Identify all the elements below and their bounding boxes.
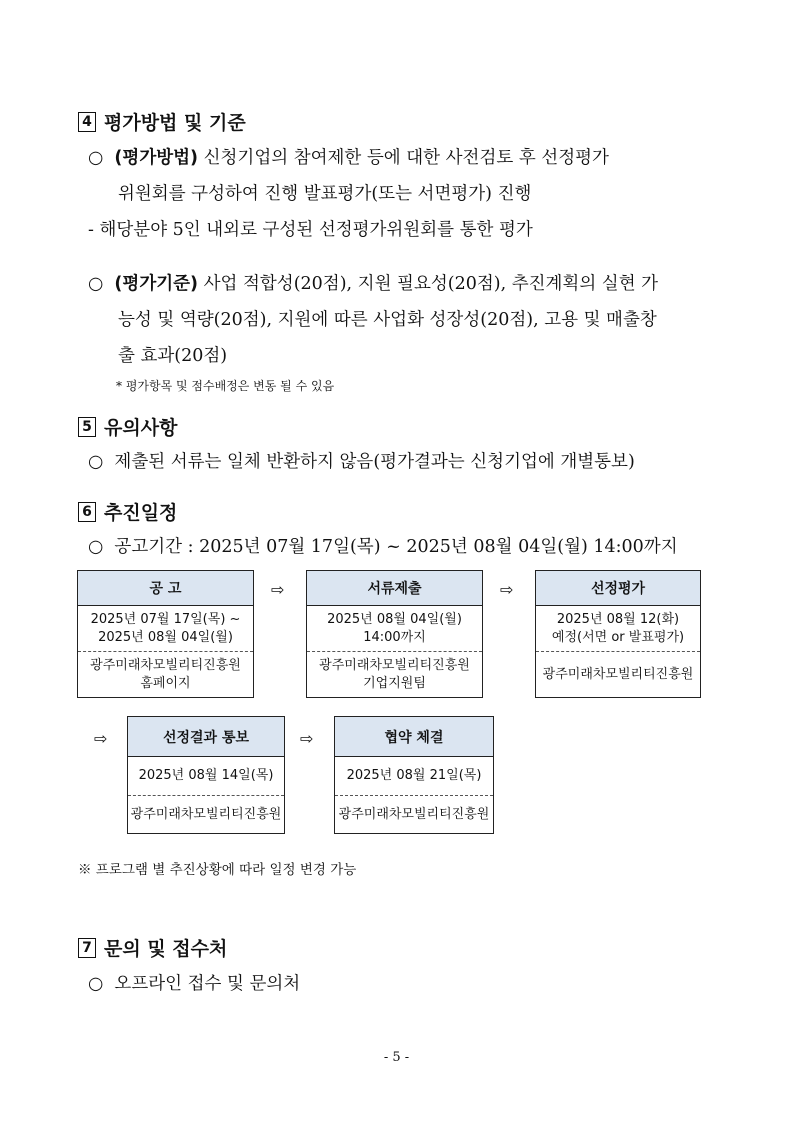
step-date-line1: 2025년 08월 04일(월) bbox=[327, 611, 462, 627]
schedule-step-announcement bbox=[77, 570, 254, 698]
section-number: 4 bbox=[78, 112, 96, 132]
section-title: 문의 및 접수처 bbox=[104, 938, 228, 960]
step-title: 선정평가 bbox=[536, 571, 700, 606]
section-number: 5 bbox=[78, 417, 96, 437]
schedule-note: ※ 프로그램 별 추진상황에 따라 일정 변경 가능 bbox=[78, 862, 357, 878]
section-5-heading bbox=[78, 413, 177, 440]
section-6-heading bbox=[78, 498, 177, 525]
step-org-line2: 기업지원팀 bbox=[363, 675, 426, 691]
eval-criteria-tag: (평가기준) bbox=[114, 274, 199, 294]
eval-method-sub: - 해당분야 5인 내외로 구성된 선정평가위원회를 통한 평가 bbox=[88, 220, 533, 240]
arrow-right-icon: ⇨ bbox=[500, 580, 514, 599]
bullet: ○ bbox=[88, 537, 104, 557]
arrow-right-icon: ⇨ bbox=[271, 580, 285, 599]
section-number: 7 bbox=[78, 938, 96, 958]
eval-criteria-text: 사업 적합성(20점), 지원 필요성(20점), 추진계획의 실현 가 bbox=[203, 274, 659, 294]
eval-criteria-line2: 능성 및 역량(20점), 지원에 따른 사업화 성장성(20점), 고용 및 매출창 bbox=[118, 310, 657, 330]
step-date-line2: 예정(서면 or 발표평가) bbox=[551, 629, 685, 645]
step-date bbox=[536, 606, 700, 652]
step-org-line1: 광주미래차모빌리티진흥원 bbox=[542, 666, 694, 682]
section-title: 추진일정 bbox=[104, 502, 178, 524]
eval-criteria-line3: 출 효과(20점) bbox=[118, 346, 228, 366]
bullet: ○ bbox=[88, 452, 104, 472]
step-org-line1: 광주미래차모빌리티진흥원 bbox=[319, 657, 470, 673]
eval-criteria-line1 bbox=[88, 270, 658, 295]
step-org-line2: 홈페이지 bbox=[140, 675, 191, 691]
step-date: 2025년 08월 14일(목) bbox=[128, 757, 284, 796]
step-date-line2: 14:00까지 bbox=[363, 629, 426, 645]
step-date: 2025년 08월 21일(목) bbox=[335, 757, 493, 796]
step-org-line1: 광주미래차모빌리티진흥원 bbox=[90, 657, 241, 673]
bullet: ○ bbox=[88, 974, 104, 994]
step-org bbox=[307, 652, 482, 697]
page-number: - 5 - bbox=[383, 1050, 410, 1065]
announce-period-text: 공고기간 : 2025년 07월 17일(목) ~ 2025년 08월 04일(월) 14:00까지 bbox=[114, 537, 678, 557]
contact-line bbox=[88, 970, 300, 995]
step-org: 광주미래차모빌리티진흥원 bbox=[130, 807, 282, 822]
step-date bbox=[307, 606, 482, 652]
step-date-line1: 2025년 07월 17일(목) ~ bbox=[90, 611, 241, 627]
section-title: 평가방법 및 기준 bbox=[104, 112, 246, 134]
arrow-right-icon: ⇨ bbox=[94, 729, 108, 748]
step-date-line2: 2025년 08월 04일(월) bbox=[98, 629, 233, 645]
step-org bbox=[536, 652, 700, 697]
step-title: 공 고 bbox=[78, 571, 253, 606]
eval-method-line1 bbox=[88, 144, 609, 169]
step-org: 광주미래차모빌리티진흥원 bbox=[338, 807, 490, 822]
schedule-step-evaluation bbox=[535, 570, 701, 698]
section-4-heading bbox=[78, 108, 246, 135]
notice-line bbox=[88, 448, 635, 473]
section-title: 유의사항 bbox=[104, 417, 178, 439]
arrow-right-icon: ⇨ bbox=[300, 729, 314, 748]
notice-text: 제출된 서류는 일체 반환하지 않음(평가결과는 신청기업에 개별통보) bbox=[114, 452, 635, 472]
step-org bbox=[78, 652, 253, 697]
contact-text: 오프라인 접수 및 문의처 bbox=[114, 974, 301, 994]
eval-method-line2: 위원회를 구성하여 진행 발표평가(또는 서면평가) 진행 bbox=[118, 184, 532, 204]
step-title: 선정결과 통보 bbox=[128, 717, 284, 757]
announce-period-line bbox=[88, 533, 678, 558]
step-title: 협약 체결 bbox=[335, 717, 493, 757]
schedule-step-agreement bbox=[334, 716, 494, 834]
section-7-heading bbox=[78, 934, 227, 961]
step-date-line1: 2025년 08월 12(화) bbox=[556, 611, 680, 627]
schedule-step-submission bbox=[306, 570, 483, 698]
eval-note: * 평가항목 및 점수배정은 변동 될 수 있음 bbox=[116, 379, 335, 393]
bullet: ○ bbox=[88, 274, 104, 294]
schedule-step-result-notice bbox=[127, 716, 285, 834]
eval-method-text: 신청기업의 참여제한 등에 대한 사전검토 후 선정평가 bbox=[203, 148, 609, 168]
eval-method-tag: (평가방법) bbox=[114, 148, 199, 168]
step-date bbox=[78, 606, 253, 652]
step-title: 서류제출 bbox=[307, 571, 482, 606]
bullet: ○ bbox=[88, 148, 104, 168]
section-number: 6 bbox=[78, 502, 96, 522]
